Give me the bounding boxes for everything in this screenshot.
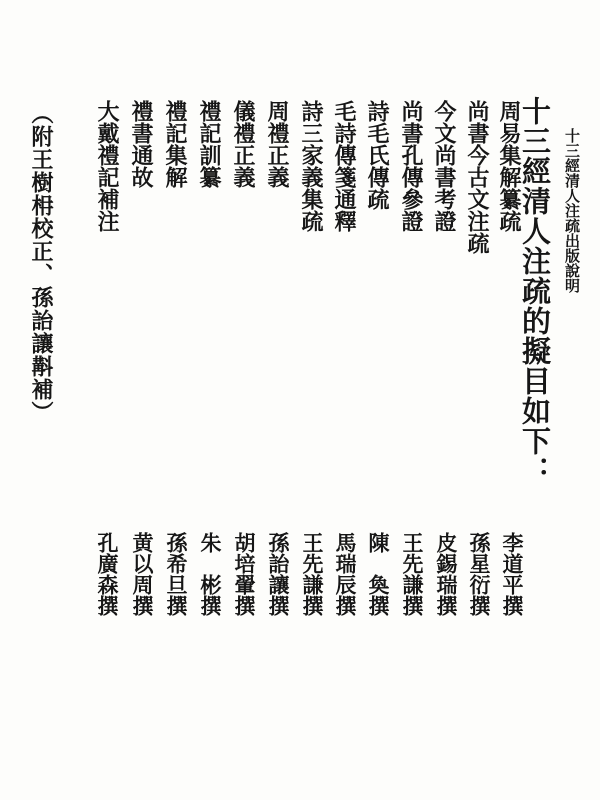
book-author: 朱 彬撰	[198, 532, 223, 616]
book-title: 詩毛氏傳疏	[364, 100, 390, 210]
book-author: 皮錫瑞撰	[434, 532, 459, 616]
book-author: 陳 奐撰	[366, 532, 391, 616]
book-title: 詩三家義集疏	[298, 100, 324, 232]
book-author: 孫詒讓撰	[266, 532, 291, 616]
book-author: 王先謙撰	[400, 532, 425, 616]
book-title: 毛詩傳箋通釋	[331, 100, 357, 232]
book-title: 儀禮正義	[230, 100, 256, 188]
book-author: 胡培翬撰	[232, 532, 257, 616]
book-title: 尚書孔傳參證	[398, 100, 424, 232]
running-head: 十三經清人注疏出版說明	[563, 128, 581, 293]
book-author: 孫星衍撰	[467, 532, 492, 616]
supplement-note: （附王樹枏校正、孫詒讓斠補）	[28, 102, 54, 424]
book-author: 李道平撰	[500, 532, 525, 616]
book-author: 孔廣森撰	[95, 532, 120, 616]
book-title: 禮記集解	[162, 100, 188, 188]
book-title: 周禮正義	[264, 100, 290, 188]
book-author: 馬瑞辰撰	[333, 532, 358, 616]
book-author: 孫希旦撰	[164, 532, 189, 616]
book-title: 今文尚書考證	[431, 100, 457, 232]
book-title: 大戴禮記補注	[94, 100, 120, 232]
book-author: 王先謙撰	[300, 532, 325, 616]
book-title: 尚書今古文注疏	[464, 100, 490, 254]
book-title: 禮記訓纂	[196, 100, 222, 188]
book-title: 周易集解纂疏	[496, 100, 522, 232]
book-author: 黄以周撰	[130, 532, 155, 616]
book-title: 禮書通故	[128, 100, 154, 188]
intro-line: 十三經清人注疏的擬目如下：	[518, 96, 552, 486]
